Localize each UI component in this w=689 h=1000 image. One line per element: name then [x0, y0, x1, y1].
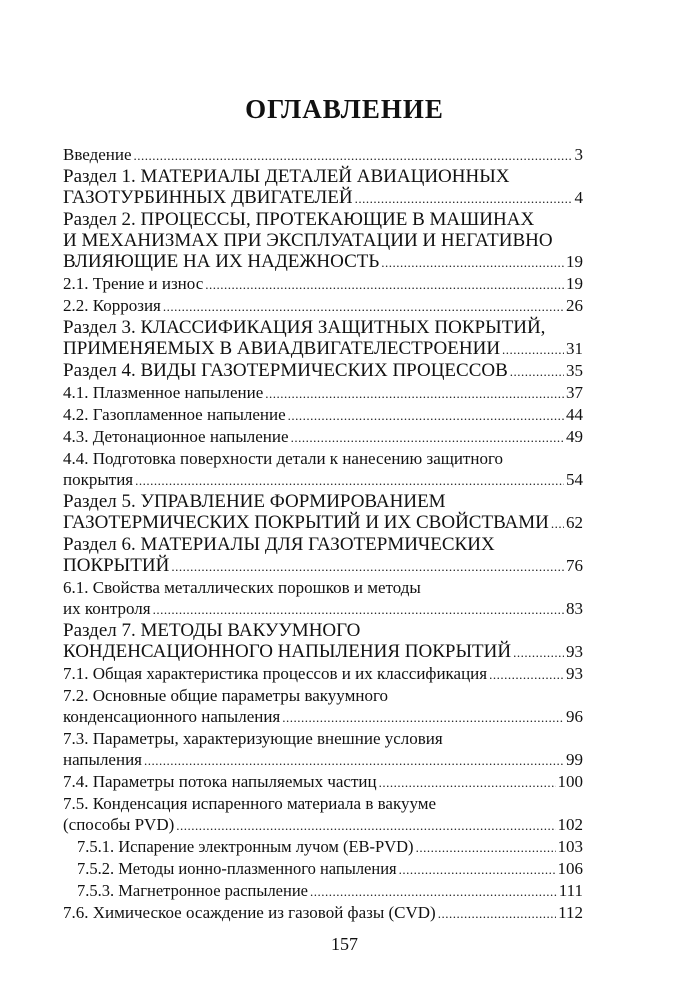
toc-entry [63, 858, 583, 880]
toc-page-number: 99 [566, 750, 583, 769]
toc-entry-last-line [63, 641, 583, 663]
dot-leader [163, 295, 564, 317]
toc-entry-text-line: покрытия [63, 470, 134, 489]
toc-entry-text-line: 4.3. Детонационное напыление [63, 427, 289, 446]
toc-entry-last-line [77, 880, 583, 902]
toc-entry-text-line: И МЕХАНИЗМАХ ПРИ ЭКСПЛУАТАЦИИ И НЕГАТИВНО [63, 230, 553, 251]
toc-entry-text-line: 7.1. Общая характеристика процессов и их классификация [63, 664, 488, 683]
toc-entry [63, 209, 583, 273]
toc-entry-text-line: 7.5.1. Испарение электронным лучом (EB-PVD) [77, 837, 414, 856]
toc-page-number: 106 [557, 859, 583, 878]
toc-entry-text-line: ГАЗОТУРБИННЫХ ДВИГАТЕЛЕЙ [63, 187, 353, 208]
toc-entry-text-line: ГАЗОТЕРМИЧЕСКИХ ПОКРЫТИЙ И ИХ СВОЙСТВАМИ [63, 512, 549, 533]
toc-page-number: 93 [566, 664, 583, 683]
toc-entry [63, 771, 583, 793]
toc-page-number: 112 [558, 903, 583, 922]
toc-page-number: 26 [566, 296, 583, 315]
toc-entry [63, 793, 583, 836]
toc-page-number: 35 [566, 361, 583, 380]
toc-entry [63, 360, 583, 382]
toc-entry-text-line: Раздел 2. ПРОЦЕССЫ, ПРОТЕКАЮЩИЕ В МАШИНАХ [63, 209, 535, 230]
toc-entry-text-line: Раздел 7. МЕТОДЫ ВАКУУМНОГО [63, 620, 361, 641]
toc-entry-last-line [63, 663, 583, 685]
toc-page-number: 103 [557, 837, 583, 856]
toc-page-number: 49 [566, 427, 583, 446]
toc-entry-last-line [63, 814, 583, 836]
toc-entry [63, 836, 583, 858]
dot-leader [176, 814, 555, 836]
dot-leader [205, 273, 564, 295]
toc-entry-text-line: Раздел 6. МАТЕРИАЛЫ ДЛЯ ГАЗОТЕРМИЧЕСКИХ [63, 534, 495, 555]
dot-leader [513, 641, 564, 663]
toc-page-number: 93 [566, 642, 583, 661]
toc-entry-text-line: Раздел 5. УПРАВЛЕНИЕ ФОРМИРОВАНИЕМ [63, 491, 446, 512]
toc-entry [63, 685, 583, 728]
toc-entry-text-line: 2.1. Трение и износ [63, 274, 204, 293]
dot-leader [135, 469, 564, 491]
toc-entry-text-line: КОНДЕНСАЦИОННОГО НАПЫЛЕНИЯ ПОКРЫТИЙ [63, 641, 512, 662]
page-number: 157 [331, 934, 358, 954]
toc-entry-text-line: 2.2. Коррозия [63, 296, 161, 315]
dot-leader [399, 858, 556, 880]
toc-page-number: 44 [566, 405, 583, 424]
toc-page-number: 37 [566, 383, 583, 402]
toc-page-number: 62 [566, 513, 583, 532]
toc-entry-last-line [63, 338, 583, 360]
dot-leader [502, 338, 564, 360]
toc-page-number: 100 [557, 772, 583, 791]
toc-entry-text-line: 7.5. Конденсация испаренного материала в вакууме [63, 794, 437, 813]
toc-entry-text-line: 4.1. Плазменное напыление [63, 383, 264, 402]
dot-leader [489, 663, 564, 685]
toc-entry-last-line [63, 360, 583, 382]
dot-leader [288, 404, 564, 426]
toc-page-number: 54 [566, 470, 583, 489]
toc-entry-text-line: 7.2. Основные общие параметры вакуумного [63, 686, 388, 705]
dot-leader [171, 555, 564, 577]
toc-entry [63, 404, 583, 426]
dot-leader [282, 706, 564, 728]
dot-leader [144, 749, 564, 771]
toc-entry-text-line: 4.4. Подготовка поверхности детали к нанесению защитного [63, 449, 503, 468]
toc-entry-last-line [77, 836, 583, 858]
toc-entry-text-line: 7.3. Параметры, характеризующие внешние условия [63, 729, 443, 748]
toc-entry-last-line [63, 273, 583, 295]
toc-entry-last-line [63, 295, 583, 317]
toc-page-number: 31 [566, 339, 583, 358]
toc-entry-text-line: Раздел 4. ВИДЫ ГАЗОТЕРМИЧЕСКИХ ПРОЦЕССОВ [63, 360, 508, 381]
dot-leader [310, 880, 557, 902]
toc-entry [63, 491, 583, 534]
table-of-contents [63, 144, 583, 924]
toc-entry [63, 382, 583, 404]
dot-leader [134, 144, 573, 166]
toc-entry-last-line [63, 426, 583, 448]
toc-entry-last-line [63, 598, 583, 620]
toc-entry-text-line: ПРИМЕНЯЕМЫХ В АВИАДВИГАТЕЛЕСТРОЕНИИ [63, 338, 501, 359]
toc-entry-text-line: конденсационного напыления [63, 707, 281, 726]
toc-entry-text-line: их контроля [63, 599, 151, 618]
dot-leader [438, 902, 556, 924]
toc-entry-last-line [63, 512, 583, 534]
toc-entry-text-line: 7.4. Параметры потока напыляемых частиц [63, 772, 377, 791]
toc-entry-last-line [63, 251, 583, 273]
toc-entry [63, 880, 583, 902]
toc-entry-last-line [63, 771, 583, 793]
toc-page-number: 4 [574, 188, 583, 207]
toc-page-number: 102 [557, 815, 583, 834]
toc-entry-text-line: ВЛИЯЮЩИЕ НА ИХ НАДЕЖНОСТЬ [63, 251, 380, 272]
toc-entry-last-line [63, 749, 583, 771]
toc-entry [63, 295, 583, 317]
toc-entry-text-line: Раздел 3. КЛАССИФИКАЦИЯ ЗАЩИТНЫХ ПОКРЫТИЙ, [63, 317, 546, 338]
toc-entry [63, 317, 583, 360]
toc-entry-last-line [63, 404, 583, 426]
dot-leader [265, 382, 564, 404]
toc-entry-last-line [63, 144, 583, 166]
dot-leader [510, 360, 564, 382]
toc-entry-last-line [63, 187, 583, 209]
page-title: ОГЛАВЛЕНИЕ [245, 94, 444, 124]
toc-entry [63, 620, 583, 663]
toc-entry-text-line: Введение [63, 145, 132, 164]
dot-leader [551, 512, 564, 534]
toc-entry [63, 663, 583, 685]
toc-entry-last-line [63, 706, 583, 728]
toc-entry-last-line [77, 858, 583, 880]
toc-entry-text-line: Раздел 1. МАТЕРИАЛЫ ДЕТАЛЕЙ АВИАЦИОННЫХ [63, 166, 510, 187]
toc-entry [63, 273, 583, 295]
toc-entry-last-line [63, 382, 583, 404]
toc-entry-last-line [63, 902, 583, 924]
dot-leader [355, 187, 573, 209]
toc-entry-text-line: (способы PVD) [63, 815, 175, 834]
toc-entry-text-line: 7.6. Химическое осаждение из газовой фазы (CVD) [63, 903, 436, 922]
toc-entry-text-line: напыления [63, 750, 142, 769]
toc-page-number: 19 [566, 252, 583, 271]
toc-entry [63, 728, 583, 771]
dot-leader [153, 598, 564, 620]
toc-entry-text-line: 7.5.3. Магнетронное распыление [77, 881, 308, 900]
toc-entry-text-line: 7.5.2. Методы ионно-плазменного напыления [77, 859, 397, 878]
toc-entry [63, 448, 583, 491]
toc-entry [63, 577, 583, 620]
dot-leader [291, 426, 564, 448]
dot-leader [379, 771, 556, 793]
toc-page-number: 19 [566, 274, 583, 293]
toc-entry [63, 902, 583, 924]
toc-page-number: 96 [566, 707, 583, 726]
dot-leader [381, 251, 564, 273]
toc-entry-text-line: ПОКРЫТИЙ [63, 555, 170, 576]
toc-entry-text-line: 4.2. Газопламенное напыление [63, 405, 286, 424]
toc-entry [63, 166, 583, 209]
toc-entry [63, 426, 583, 448]
toc-entry-last-line [63, 469, 583, 491]
toc-page-number: 3 [574, 145, 583, 164]
toc-entry-last-line [63, 555, 583, 577]
toc-entry [63, 144, 583, 166]
toc-page-number: 111 [558, 881, 583, 900]
toc-entry [63, 534, 583, 577]
toc-entry-text-line: 6.1. Свойства металлических порошков и методы [63, 578, 421, 597]
toc-page-number: 83 [566, 599, 583, 618]
dot-leader [416, 836, 556, 858]
toc-page-number: 76 [566, 556, 583, 575]
